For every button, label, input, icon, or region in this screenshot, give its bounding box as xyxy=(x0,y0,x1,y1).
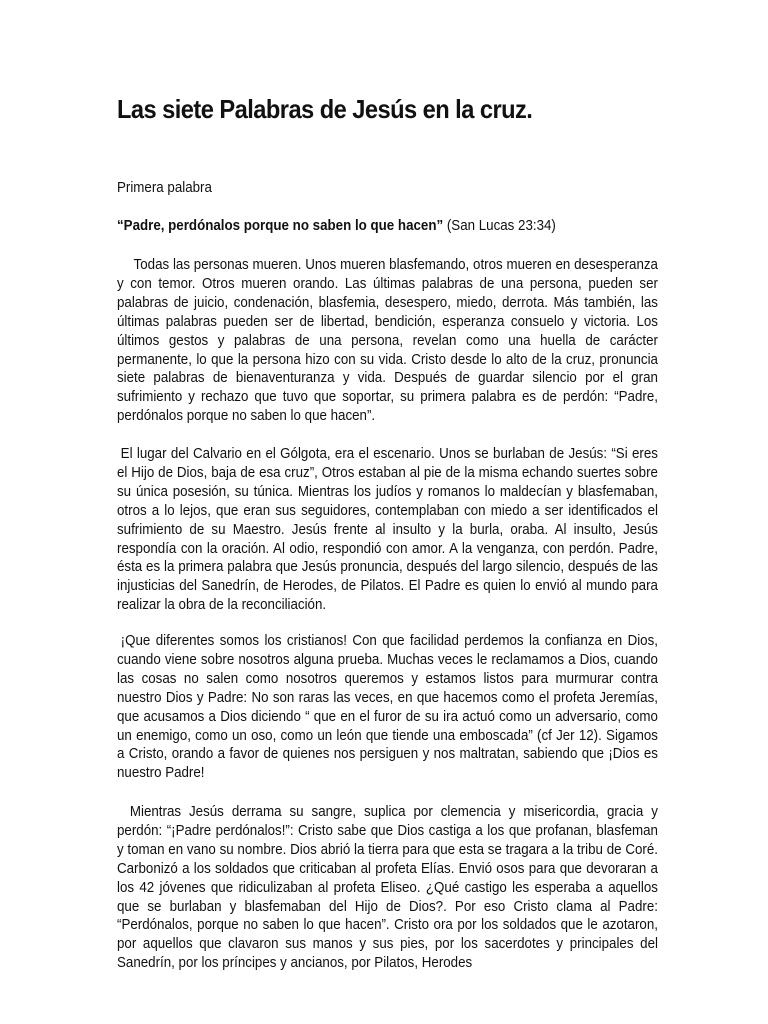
document-title: Las siete Palabras de Jesús en la cruz. xyxy=(117,94,533,124)
paragraph-1: Todas las personas mueren. Unos mueren blasfemando, otros mueren en desesperanza y con temor. Otros mueren orando. Las últimas palabras de una persona, pueden ser palabras de juicio, condenación, blasfemia, desespero, miedo, derrota. Más también, las últimas palabras pueden ser de libertad, bendición, esperanza consuelo y victoria. Los últimos gestos y palabras de una persona, revelan como una huella de carácter permanente, lo que la persona hizo con su vida. Cristo desde lo alto de la cruz, pronuncia siete palabras de bienaventuranza y vida. Después de guardar silencio por el gran sufrimiento y rechazo que tuvo que soportar, su primera palabra es de perdón: “Padre, perdónalos porque no saben lo que hacen”. xyxy=(117,257,658,425)
paragraph-2: El lugar del Calvario en el Gólgota, era el escenario. Unos se burlaban de Jesús: “Si eres el Hijo de Dios, baja de esa cruz”, Otros estaban al pie de la misma echando suertes sobre su única posesión, su túnica. Mientras los judíos y romanos lo maldecían y blasfemaban, otros a lo lejos, que eran sus seguidores, contemplaban con miedo a ser identificados el sufrimiento de su Maestro. Jesús frente al insulto y la burla, oraba. Al insulto, Jesús respondía con la oración. Al odio, respondió con amor. A la venganza, con perdón. Padre, ésta es la primera palabra que Jesús pronuncia, después del largo silencio, después de las injusticias del Sanedrín, de Herodes, de Pilatos. El Padre es quien lo envió al mundo para realizar la obra de la reconciliación. xyxy=(117,446,658,614)
section-label: Primera palabra xyxy=(117,180,212,196)
quote-text: “Padre, perdónalos porque no saben lo que hacen” xyxy=(117,218,444,234)
quote-line xyxy=(117,218,556,234)
paragraph-4: Mientras Jesús derrama su sangre, suplica por clemencia y misericordia, gracia y perdón: “¡Padre perdónalos!”: Cristo sabe que Dios castiga a los que profanan, blasfeman y toman en vano su nombre. Dios abrió la tierra para que esta se tragara a la tribu de Coré. Carbonizó a los soldados que criticaban al profeta Elías. Envió osos para que devoraran a los 42 jóvenes que ridiculizaban al profeta Eliseo. ¿Qué castigo les esperaba a aquellos que se burlaban y blasfemaban del Hijo de Dios?. Por eso Cristo clama al Padre: “Perdónalos, porque no saben lo que hacen”. Cristo ora por los soldados que le azotaron, por aquellos que clavaron sus manos y sus pies, por los sacerdotes y principales del Sanedrín, por los príncipes y ancianos, por Pilatos, Herodes xyxy=(117,804,658,972)
paragraph-3: ¡Que diferentes somos los cristianos! Con que facilidad perdemos la confianza en Dios, cuando viene sobre nosotros alguna prueba. Muchas veces le reclamamos a Dios, cuando las cosas no salen como nosotros queremos y estamos listos para murmurar contra nuestro Dios y Padre: No son raras las veces, en que hacemos como el profeta Jeremías, que acusamos a Dios diciendo “ que en el furor de su ira actuó como un adversario, como un enemigo, como un oso, como un león que tiende una emboscada” (cf Jer 12). Sigamos a Cristo, orando a favor de quienes nos persiguen y nos maltratan, sabiendo que ¡Dios es nuestro Padre! xyxy=(117,633,658,782)
quote-reference: (San Lucas 23:34) xyxy=(443,218,556,234)
